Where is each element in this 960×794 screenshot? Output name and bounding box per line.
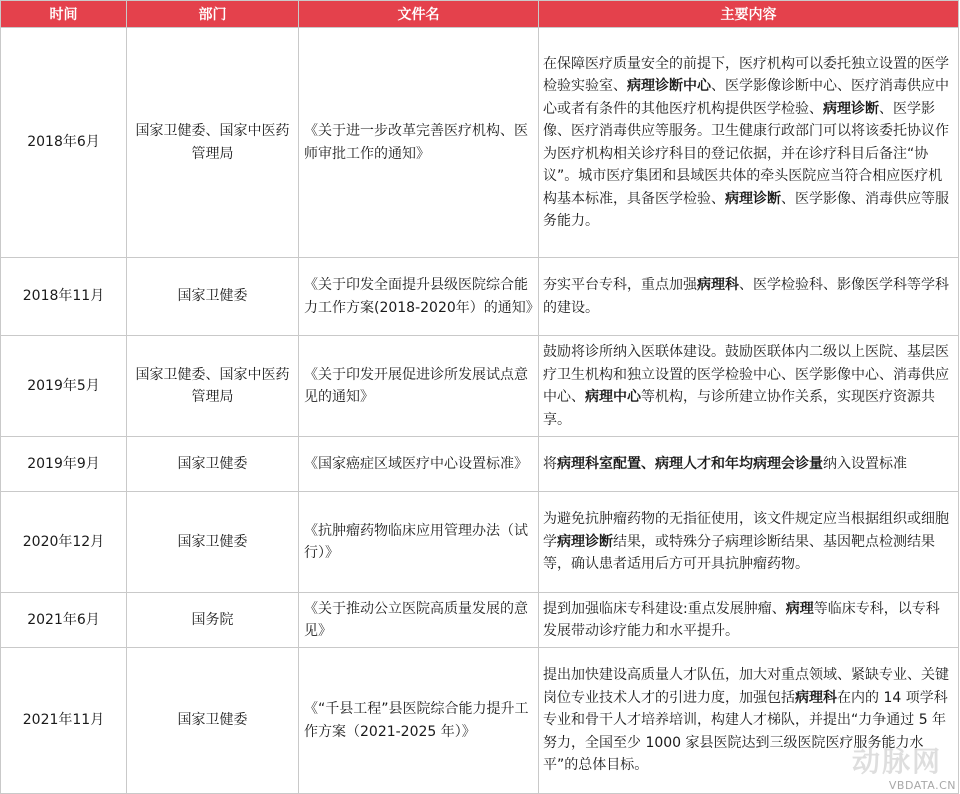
highlight-text: 病理中心 <box>585 389 641 405</box>
content-text: 结果，或特殊分子病理诊断结果、基因靶点检测结果等，确认患者适用后方可开具抗肿瘤药物。 <box>543 533 935 573</box>
cell-time: 2018年6月 <box>1 28 127 258</box>
content-text: 等临床专科，以专科发展带动诊疗能力和水平提升。 <box>543 600 940 639</box>
cell-main-content <box>539 28 959 258</box>
cell-document-name: 《国家癌症区域医疗中心设置标准》 <box>299 437 539 492</box>
highlight-text: 病理科 <box>795 689 837 706</box>
watermark-text: VBDATA.CN <box>888 779 956 792</box>
content-text: 纳入设置标准 <box>823 455 907 472</box>
cell-time: 2019年5月 <box>1 336 127 437</box>
cell-time: 2018年11月 <box>1 258 127 336</box>
cell-department: 国家卫健委、国家中医药管理局 <box>127 336 299 437</box>
cell-time: 2019年9月 <box>1 437 127 492</box>
cell-main-content <box>539 336 959 437</box>
cell-department: 国务院 <box>127 593 299 648</box>
highlight-text: 病理诊断 <box>823 100 879 117</box>
cell-department: 国家卫健委 <box>127 437 299 492</box>
table-row <box>1 492 959 593</box>
cell-time: 2021年11月 <box>1 648 127 794</box>
content-text: 、医学影像诊断中心、医疗消毒供应中心或者有条件的其他医疗机构提供医学检验、 <box>543 78 949 117</box>
highlight-text: 病理 <box>785 600 814 617</box>
highlight-text: 病理诊断中心 <box>627 78 711 94</box>
header-time: 时间 <box>1 1 127 28</box>
cell-department: 国家卫健委 <box>127 258 299 336</box>
content-text: 夯实平台专科，重点加强 <box>543 277 697 293</box>
content-text: 为避免抗肿瘤药物的无指征使用，该文件规定应当根据组织或细胞学 <box>543 511 949 550</box>
table-row <box>1 593 959 648</box>
watermark-logo: 动脉网 <box>851 745 942 778</box>
highlight-text: 病理诊断 <box>725 190 781 207</box>
content-text: 、医学检验科、影像医学科等学科的建设。 <box>543 277 949 316</box>
header-main-content: 主要内容 <box>539 1 959 28</box>
cell-document-name: 《关于进一步改革完善医疗机构、医师审批工作的通知》 <box>299 28 539 258</box>
cell-document-name: 《关于印发全面提升县级医院综合能力工作方案(2018-2020年）的通知》 <box>299 258 539 336</box>
cell-document-name: 《关于推动公立医院高质量发展的意见》 <box>299 593 539 648</box>
cell-document-name: 《抗肿瘤药物临床应用管理办法（试行）》 <box>299 492 539 593</box>
table-body <box>1 28 959 794</box>
table-row <box>1 336 959 437</box>
content-text: 在内的 14 项学科专业和骨干人才培养培训，构建人才梯队，并提出“力争通过 5 年努力，全国至少 1000 家县医院达到三级医院医疗服务能力水平”的总体目标。 <box>543 689 948 774</box>
cell-time: 2021年6月 <box>1 593 127 648</box>
content-text: 提到加强临床专科建设:重点发展肿瘤、 <box>543 600 786 617</box>
content-text: 将 <box>543 455 557 472</box>
content-text: 在保障医疗质量安全的前提下，医疗机构可以委托独立设置的医学检验实验室、 <box>543 55 949 94</box>
content-text: 、医学影像、医疗消毒供应等服务。卫生健康行政部门可以将该委托协议作为医疗机构相关诊疗科目的登记依据，并在诊疗科目后备注“协议”。城市医疗集团和县域医共体的牵头医院应当符合相应医疗机构基本标准，具备医学检验、 <box>543 100 949 207</box>
cell-department: 国家卫健委、国家中医药管理局 <box>127 28 299 258</box>
table-row <box>1 28 959 258</box>
cell-main-content <box>539 492 959 593</box>
content-text: 提出加快建设高质量人才队伍，加大对重点领域、紧缺专业、关键岗位专业技术人才的引进力度，加强包括 <box>543 667 949 706</box>
cell-main-content <box>539 437 959 492</box>
content-text: 、医学影像、消毒供应等服务能力。 <box>543 190 949 229</box>
cell-main-content <box>539 593 959 648</box>
cell-department: 国家卫健委 <box>127 492 299 593</box>
header-department: 部门 <box>127 1 299 28</box>
cell-time: 2020年12月 <box>1 492 127 593</box>
content-text: 等机构，与诊所建立协作关系，实现医疗资源共享。 <box>543 389 935 428</box>
table-row <box>1 648 959 794</box>
highlight-text: 病理诊断 <box>557 533 613 550</box>
table-row <box>1 437 959 492</box>
cell-document-name: 《关于印发开展促进诊所发展试点意见的通知》 <box>299 336 539 437</box>
header-document-name: 文件名 <box>299 1 539 28</box>
content-text: 鼓励将诊所纳入医联体建设。鼓励医联体内二级以上医院、基层医疗卫生机构和独立设置的医学检验中心、医学影像中心、消毒供应中心、 <box>543 344 949 405</box>
table-header <box>1 1 959 28</box>
cell-main-content <box>539 258 959 336</box>
cell-document-name: 《“千县工程”县医院综合能力提升工作方案（2021-2025 年）》 <box>299 648 539 794</box>
table-row <box>1 258 959 336</box>
header-row <box>1 1 959 28</box>
cell-department: 国家卫健委 <box>127 648 299 794</box>
highlight-text: 病理科室配置、病理人才和年均病理会诊量 <box>557 455 823 472</box>
highlight-text: 病理科 <box>697 277 739 293</box>
